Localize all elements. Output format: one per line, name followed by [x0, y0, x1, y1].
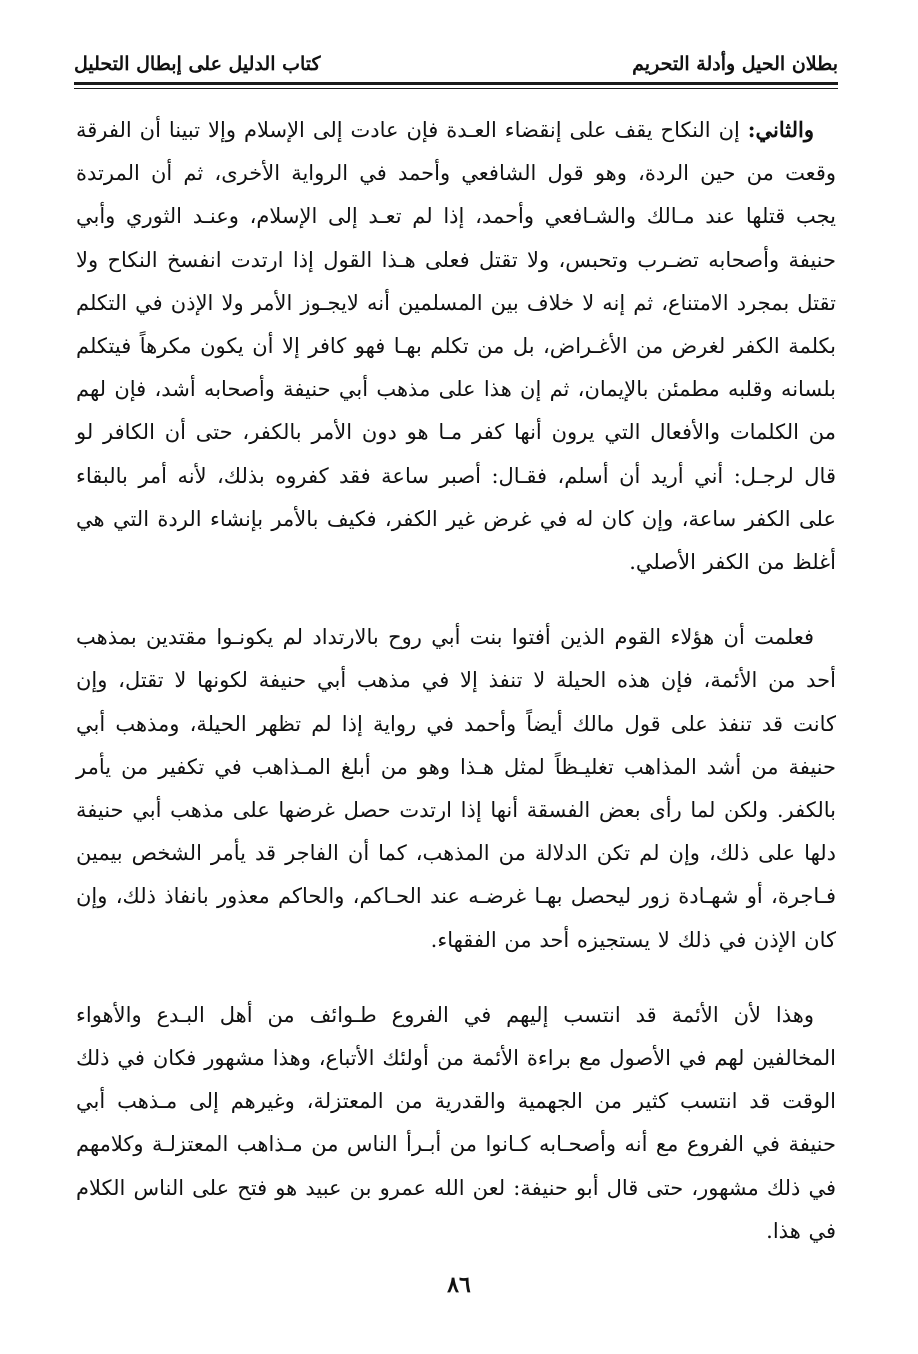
paragraph-3 [76, 994, 836, 1253]
header-rule-thin [74, 88, 838, 89]
header-right-title: بطلان الحيل وأدلة التحريم [632, 53, 838, 75]
paragraph-text: فعلمت أن هؤلاء القوم الذين أفتوا بنت أبي روح بالارتداد لم يكونـوا مقتدين بمذهب أحد من الأئمة، فإن هذه الحيلة لا تنفذ إلا في مذهب أبي حنيفة لكونها لا تقتل، وإن كانت قد تنفذ على قول مالك أيضاً وأحمد في رواية إذا لم تظهر الحيلة، ومذهب أبي حنيفة من أشد المذاهب تغليـظاً لمثل هـذا وهو من أبلغ المـذاهب في تكفير من يأمر بالكفر. ولكن لما رأى بعض الفسقة أنها إذا ارتدت حصل غرضها على مذهب أبي حنيفة دلها على ذلك، وإن لم تكن الدلالة من المذهب، كما أن الفاجر قد يأمر الشخص بيمين فـاجرة، أو شهـادة زور ليحصل بهـا غرضـه عند الحـاكم، والحاكم معذور بانفاذ ذلك، وإن كان الإذن في ذلك لا يستجيزه أحد من الفقهاء. [76, 625, 836, 952]
paragraph-lead: والثاني: [747, 117, 814, 142]
paragraph-text: وهذا لأن الأئمة قد انتسب إليهم في الفروع طـوائف من أهل البـدع والأهواء المخالفين لهم في الأصول مع براءة الأئمة من أولئك الأتباع، وهذا مشهور فكان في ذلك الوقت قد انتسب كثير من الجهمية والقدرية من المعتزلة، وغيرهم إلى مـذهب أبي حنيفة في الفروع مع أنه وأصحـابه كـانوا من أبـرأ الناس من مـذاهب المعتزلـة وكلامهم في ذلك مشهور، حتى قال أبو حنيفة: لعن الله عمرو بن عبيد هو فتح على الناس الكلام في هذا. [76, 1002, 836, 1243]
page-number: ٨٦ [447, 1272, 471, 1298]
header-left-title: كتاب الدليل على إبطال التحليل [74, 53, 321, 75]
paragraph-text: إن النكاح يقف على إنقضاء العـدة فإن عادت إلى الإسلام وإلا تبينا أن الفرقة وقعت من حين الردة، وهو قول الشافعي وأحمد في الرواية الأخرى، ثم أن المرتدة يجب قتلها عند مـالك والشـافعي وأحمد، إذا لم تعـد إلى الإسلام، وعنـد الثوري وأبي حنيفة وأصحابه تضـرب وتحبس، ولا تقتل فعلى هـذا القول إذا ارتدت انفسخ النكاح ولا تقتل بمجرد الامتناع، ثم إنه لا خلاف بين المسلمين أنه لايجـوز الأمر ولا الإذن في التكلم بكلمة الكفر لغرض من الأغـراض، بل من تكلم بهـا فهو كافر إلا أن يكون مكرهاً فيتكلم بلسانه وقلبه مطمئن بالإيمان، ثم إن هذا على مذهب أبي حنيفة وأصحابه أشد، فإن لهم من الكلمات والأفعال التي يرون أنها كفر مـا هو دون الأمر بالكفر، حتى أن الكافر لو قال لرجـل: أني أريد أن أسلم، فقـال: أصبر ساعة فقد كفروه بذلك، لأنه أمر بالبقاء على الكفر ساعة، وإن كان له في غرض غير الكفر، فكيف بالأمر بإنشاء الردة التي هي أغلظ من الكفر الأصلي. [76, 118, 836, 575]
running-header [74, 38, 838, 78]
body-text [76, 108, 836, 1253]
paragraph-1 [76, 108, 836, 584]
header-rule-thick [74, 82, 838, 85]
paragraph-2 [76, 616, 836, 962]
